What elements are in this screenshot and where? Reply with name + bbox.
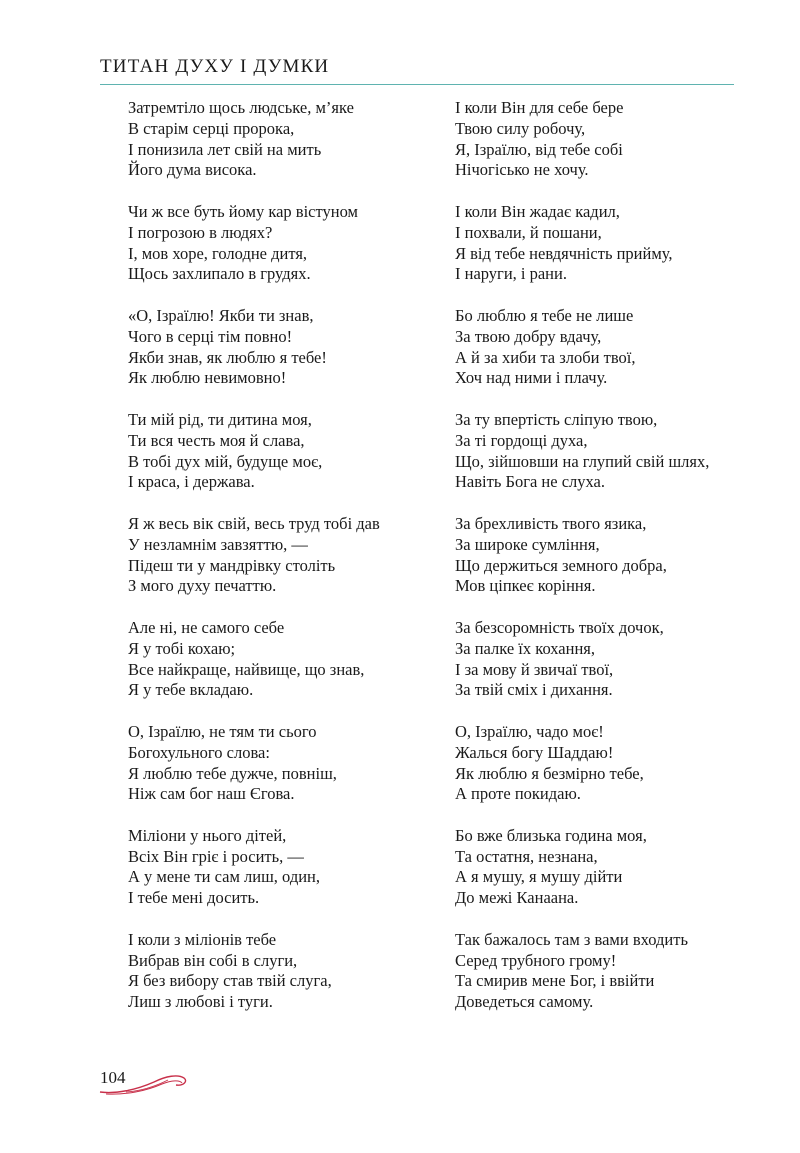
poem-line: І наруги, і рани.	[455, 264, 567, 284]
poem-line: Чи ж все буть йому кар вістуном	[128, 201, 358, 221]
poem-line: Все найкраще, найвище, що знав,	[128, 659, 365, 679]
poem-line: Міліони у нього дітей,	[128, 825, 287, 845]
poem-line: А проте покидаю.	[455, 784, 581, 804]
poem-line: До межі Канаана.	[455, 888, 579, 908]
poem-line: І коли Він жадає кадил,	[455, 201, 620, 221]
poem-line: Бо люблю я тебе не лише	[455, 305, 634, 325]
stanza	[455, 306, 785, 389]
poem-line: Я без вибору став твій слуга,	[128, 971, 332, 991]
poem-line: Його дума висока.	[128, 160, 257, 180]
poem-line: З мого духу печаттю.	[128, 576, 277, 596]
poem-line: І понизила лет свій на мить	[128, 139, 322, 159]
poem-column-right	[455, 98, 785, 1034]
poem-line: В старім серці пророка,	[128, 118, 295, 138]
poem-line: Богохульного слова:	[128, 742, 270, 762]
stanza	[128, 618, 458, 701]
poem-line: Затремтіло щось людське, м’яке	[128, 98, 354, 117]
poem-line: Бо вже близька година моя,	[455, 825, 647, 845]
poem-line: Всіх Він гріє і росить, —	[128, 846, 304, 866]
poem-line: За твій сміх і дихання.	[455, 680, 613, 700]
poem-line: Я у тебе вкладаю.	[128, 680, 254, 700]
stanza	[455, 410, 785, 493]
poem-line: Мов ціпкеє коріння.	[455, 576, 596, 596]
stanza	[455, 202, 785, 285]
stanza	[128, 98, 458, 181]
poem-line: А й за хиби та злоби твої,	[455, 347, 636, 367]
poem-line: Я люблю тебе дужче, повніш,	[128, 763, 337, 783]
page-number: 104	[100, 1068, 126, 1087]
stanza	[128, 722, 458, 805]
poem-line: За палке їх кохання,	[455, 638, 596, 658]
stanza	[128, 826, 458, 909]
poem-line: А у мене ти сам лиш, один,	[128, 867, 321, 887]
poem-line: Так бажалось там з вами входить	[455, 929, 688, 949]
poem-line: Нічогісько не хочу.	[455, 160, 589, 180]
stanza	[455, 722, 785, 805]
poem-column-left	[128, 98, 458, 1034]
poem-line: Ти вся честь моя й слава,	[128, 430, 305, 450]
poem-line: Я ж весь вік свій, весь труд тобі дав	[128, 513, 380, 533]
poem-line: І, мов хоре, голодне дитя,	[128, 243, 308, 263]
poem-line: А я мушу, я мушу дійти	[455, 867, 623, 887]
poem-line: «О, Ізраїлю! Якби ти знав,	[128, 305, 314, 325]
poem-line: За широке сумління,	[455, 534, 600, 554]
poem-line: У незламнім завзяттю, —	[128, 534, 308, 554]
stanza	[128, 514, 458, 597]
stanza	[455, 98, 785, 181]
stanza	[455, 826, 785, 909]
poem-line: Я у тобі кохаю;	[128, 638, 236, 658]
poem-line: Та смирив мене Бог, і ввійти	[455, 971, 655, 991]
poem-line: Чого в серці тім повно!	[128, 326, 293, 346]
poem-line: Якби знав, як люблю я тебе!	[128, 347, 327, 367]
poem-line: Я від тебе невдячність прийму,	[455, 243, 673, 263]
poem-line: О, Ізраїлю, чадо моє!	[455, 721, 604, 741]
poem-line: Твою силу робочу,	[455, 118, 586, 138]
poem-line: За твою добру вдачу,	[455, 326, 602, 346]
poem-line: Що, зійшовши на глупий свій шлях,	[455, 451, 710, 471]
poem-line: Серед трубного грому!	[455, 950, 617, 970]
poem-line: Як люблю невимовно!	[128, 368, 287, 388]
poem-line: І коли Він для себе бере	[455, 98, 624, 117]
poem-line: Навіть Бога не слуха.	[455, 472, 605, 492]
poem-line: Доведеться самому.	[455, 992, 594, 1012]
stanza	[128, 306, 458, 389]
poem-line: За брехливість твого язика,	[455, 513, 647, 533]
poem-line: Як люблю я безмірно тебе,	[455, 763, 644, 783]
poem-line: За безсоромність твоїх дочок,	[455, 617, 664, 637]
poem-line: І коли з міліонів тебе	[128, 929, 277, 949]
stanza	[455, 618, 785, 701]
stanza	[455, 930, 785, 1013]
poem-line: Лиш з любові і туги.	[128, 992, 273, 1012]
poem-line: Хоч над ними і плачу.	[455, 368, 608, 388]
poem-line: Я, Ізраїлю, від тебе собі	[455, 139, 623, 159]
poem-line: Підеш ти у мандрівку століть	[128, 555, 336, 575]
poem-line: За ті гордощі духа,	[455, 430, 588, 450]
poem-line: За ту впертість сліпую твою,	[455, 409, 658, 429]
stanza	[128, 410, 458, 493]
poem-line: Що держиться земного добра,	[455, 555, 667, 575]
poem-line: І краса, і держава.	[128, 472, 255, 492]
poem-line: І погрозою в людях?	[128, 222, 273, 242]
poem-line: Жалься богу Шаддаю!	[455, 742, 614, 762]
poem-line: І тебе мені досить.	[128, 888, 260, 908]
poem-line: Ніж сам бог наш Єгова.	[128, 784, 295, 804]
poem-line: Але ні, не самого себе	[128, 617, 285, 637]
stanza	[128, 202, 458, 285]
stanza	[128, 930, 458, 1013]
running-title: ТИТАН ДУХУ І ДУМКИ	[100, 56, 330, 77]
stanza	[455, 514, 785, 597]
poem-line: І похвали, й пошани,	[455, 222, 602, 242]
poem-line: В тобі дух мій, будуще моє,	[128, 451, 323, 471]
poem-line: Вибрав він собі в слуги,	[128, 950, 298, 970]
poem-line: І за мову й звичаї твої,	[455, 659, 614, 679]
poem-line: Щось захлипало в грудях.	[128, 264, 311, 284]
poem-line: Та остатня, незнана,	[455, 846, 598, 866]
poem-line: Ти мій рід, ти дитина моя,	[128, 409, 312, 429]
header-rule	[100, 84, 734, 85]
poem-line: О, Ізраїлю, не тям ти сього	[128, 721, 317, 741]
